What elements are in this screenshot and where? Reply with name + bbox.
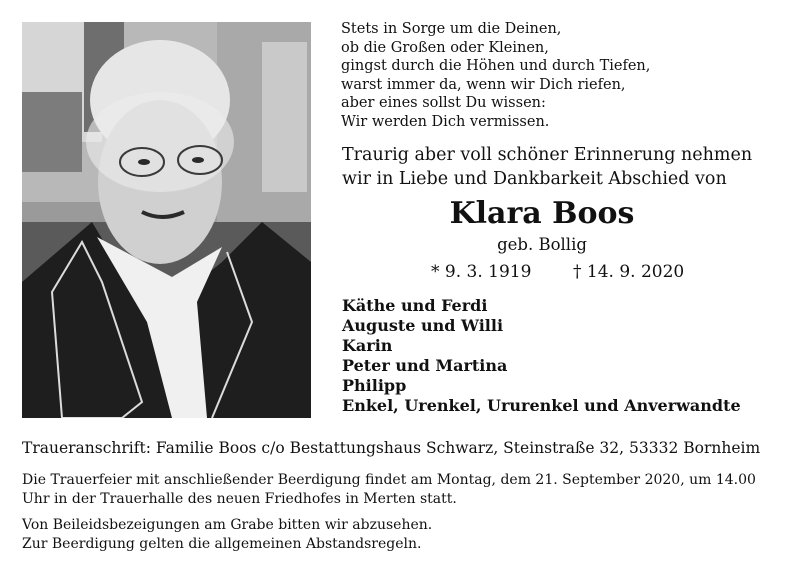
ceremony-line: Uhr in der Trauerhalle des neuen Friedhofes in Merten statt. [22,491,457,507]
mourner: Auguste und Willi [342,316,504,335]
farewell-intro [342,143,782,191]
mourner: Enkel, Urenkel, Ururenkel und Anverwandte [342,396,741,415]
death-date: † 14. 9. 2020 [573,262,685,282]
poem-line: warst immer da, wenn wir Dich riefen, [341,76,626,93]
ceremony-line: Die Trauerfeier mit anschließender Beerdigung findet am Montag, dem 21. September 2020, um 14.00 [22,472,756,488]
deceased-birth-name: geb. Bollig [497,235,587,254]
note-line: Zur Beerdigung gelten die allgemeinen Abstandsregeln. [22,536,422,552]
birth-date: * 9. 3. 1919 [431,262,532,282]
mourning-address: Traueranschrift: Familie Boos c/o Bestattungshaus Schwarz, Steinstraße 32, 53332 Bornheim [22,439,761,457]
mourner: Karin [342,336,393,355]
poem-line: ob die Großen oder Kleinen, [341,39,549,56]
intro-line: wir in Liebe und Dankbarkeit Abschied von [342,169,727,189]
portrait-image [22,22,311,418]
mourner: Philipp [342,376,407,395]
portrait-photo [22,22,311,418]
mourner: Peter und Martina [342,356,508,375]
poem-line: gingst durch die Höhen und durch Tiefen, [341,58,651,74]
ceremony-info [22,471,782,509]
poem-line: Stets in Sorge um die Deinen, [341,21,562,37]
mourner: Käthe und Ferdi [342,296,488,315]
poem [341,20,781,131]
note-line: Von Beileidsbezeigungen am Grabe bitten wir abzusehen. [22,517,433,533]
intro-line: Traurig aber voll schöner Erinnerung nehmen [342,145,753,165]
deceased-name: Klara Boos [449,196,635,231]
mourners-list [342,296,792,416]
poem-line: aber eines sollst Du wissen: [341,95,546,111]
poem-line: Wir werden Dich vermissen. [341,113,550,130]
notes [22,516,782,554]
